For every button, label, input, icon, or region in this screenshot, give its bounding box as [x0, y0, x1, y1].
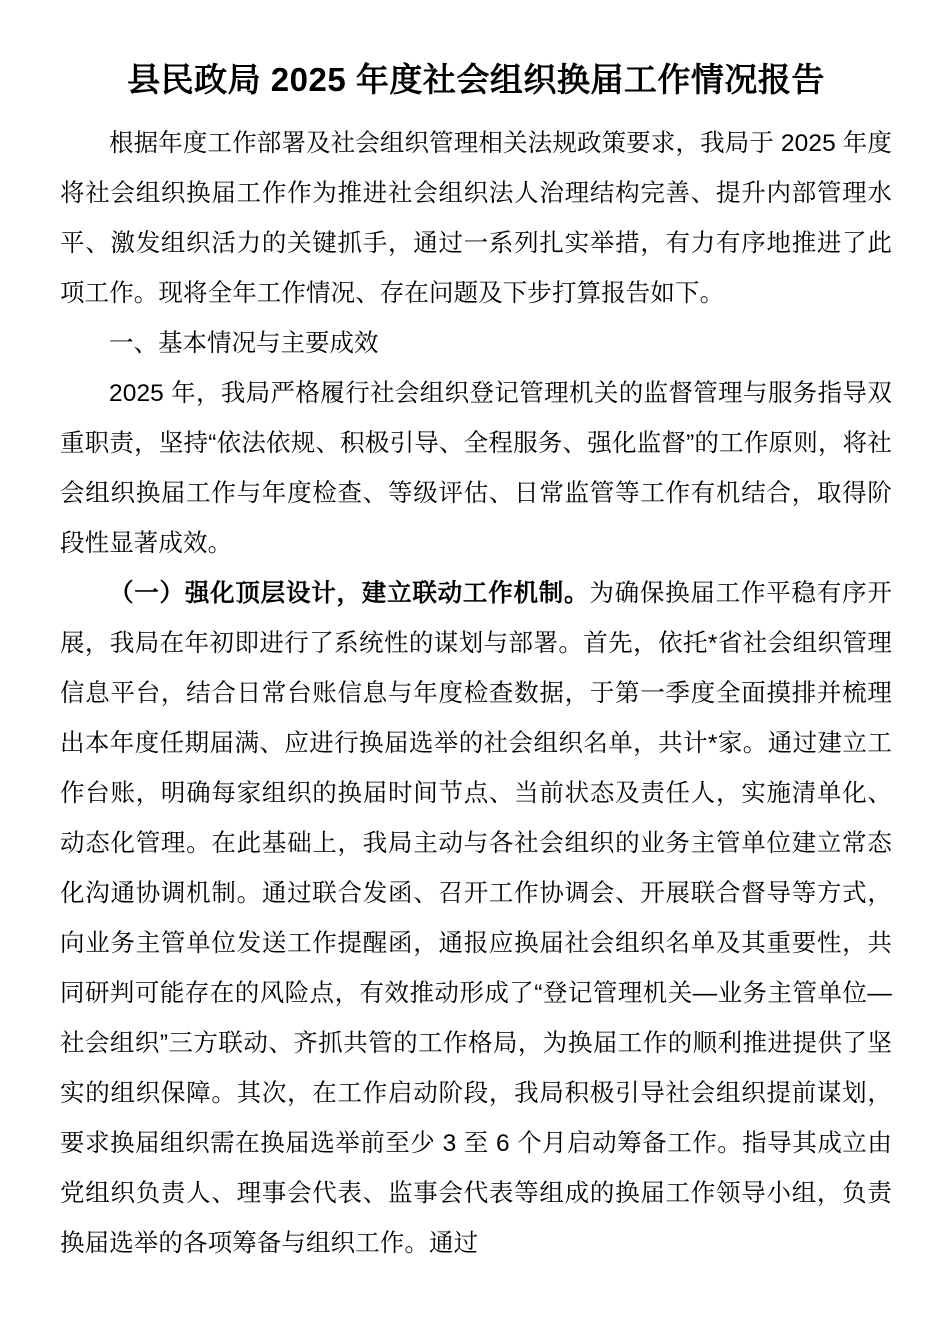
subsection-one-bold-lead: （一）强化顶层设计，建立联动工作机制。	[109, 580, 590, 607]
section-heading-one: 一、基本情况与主要成效	[109, 330, 379, 357]
document-title: 县民政局 2025 年度社会组织换届工作情况报告	[127, 61, 825, 98]
paragraph-section-one-body: 2025 年，我局严格履行社会组织登记管理机关的监督管理与服务指导双重职责，坚持“依法依规、积极引导、全程服务、强化监督”的工作原则，将社会组织换届工作与年度检查、等级评估、日常监管等工作有机结合，取得阶段性显著成效。	[60, 380, 892, 557]
subsection-one-body-text: 为确保换届工作平稳有序开展，我局在年初即进行了系统性的谋划与部署。首先，依托*省社会组织管理信息平台，结合日常台账信息与年度检查数据，于第一季度全面摸排并梳理出本年度任期届满、应进行换届选举的社会组织名单，共计*家。通过建立工作台账，明确每家组织的换届时间节点、当前状态及责任人，实施清单化、动态化管理。在此基础上，我局主动与各社会组织的业务主管单位建立常态化沟通协调机制。通过联合发函、召开工作协调会、开展联合督导等方式，向业务主管单位发送工作提醒函，通报应换届社会组织名单及其重要性，共同研判可能存在的风险点，有效推动形成了“登记管理机关—业务主管单位—社会组织”三方联动、齐抓共管的工作格局，为换届工作的顺利推进提供了坚实的组织保障。其次，在工作启动阶段，我局积极引导社会组织提前谋划，要求换届组织需在换届选举前至少 3 至 6 个月启动筹备工作。指导其成立由党组织负责人、理事会代表、监事会代表等组成的换届工作领导小组，负责换届选举的各项筹备与组织工作。通过	[60, 580, 892, 1257]
paragraph-intro: 根据年度工作部署及社会组织管理相关法规政策要求，我局于 2025 年度将社会组织换届工作作为推进社会组织法人治理结构完善、提升内部管理水平、激发组织活力的关键抓手，通过一系列扎实举措，有力有序地推进了此项工作。现将全年工作情况、存在问题及下步打算报告如下。	[60, 130, 892, 307]
document-content	[60, 0, 892, 1269]
paragraph-subsection-one	[60, 569, 892, 1269]
